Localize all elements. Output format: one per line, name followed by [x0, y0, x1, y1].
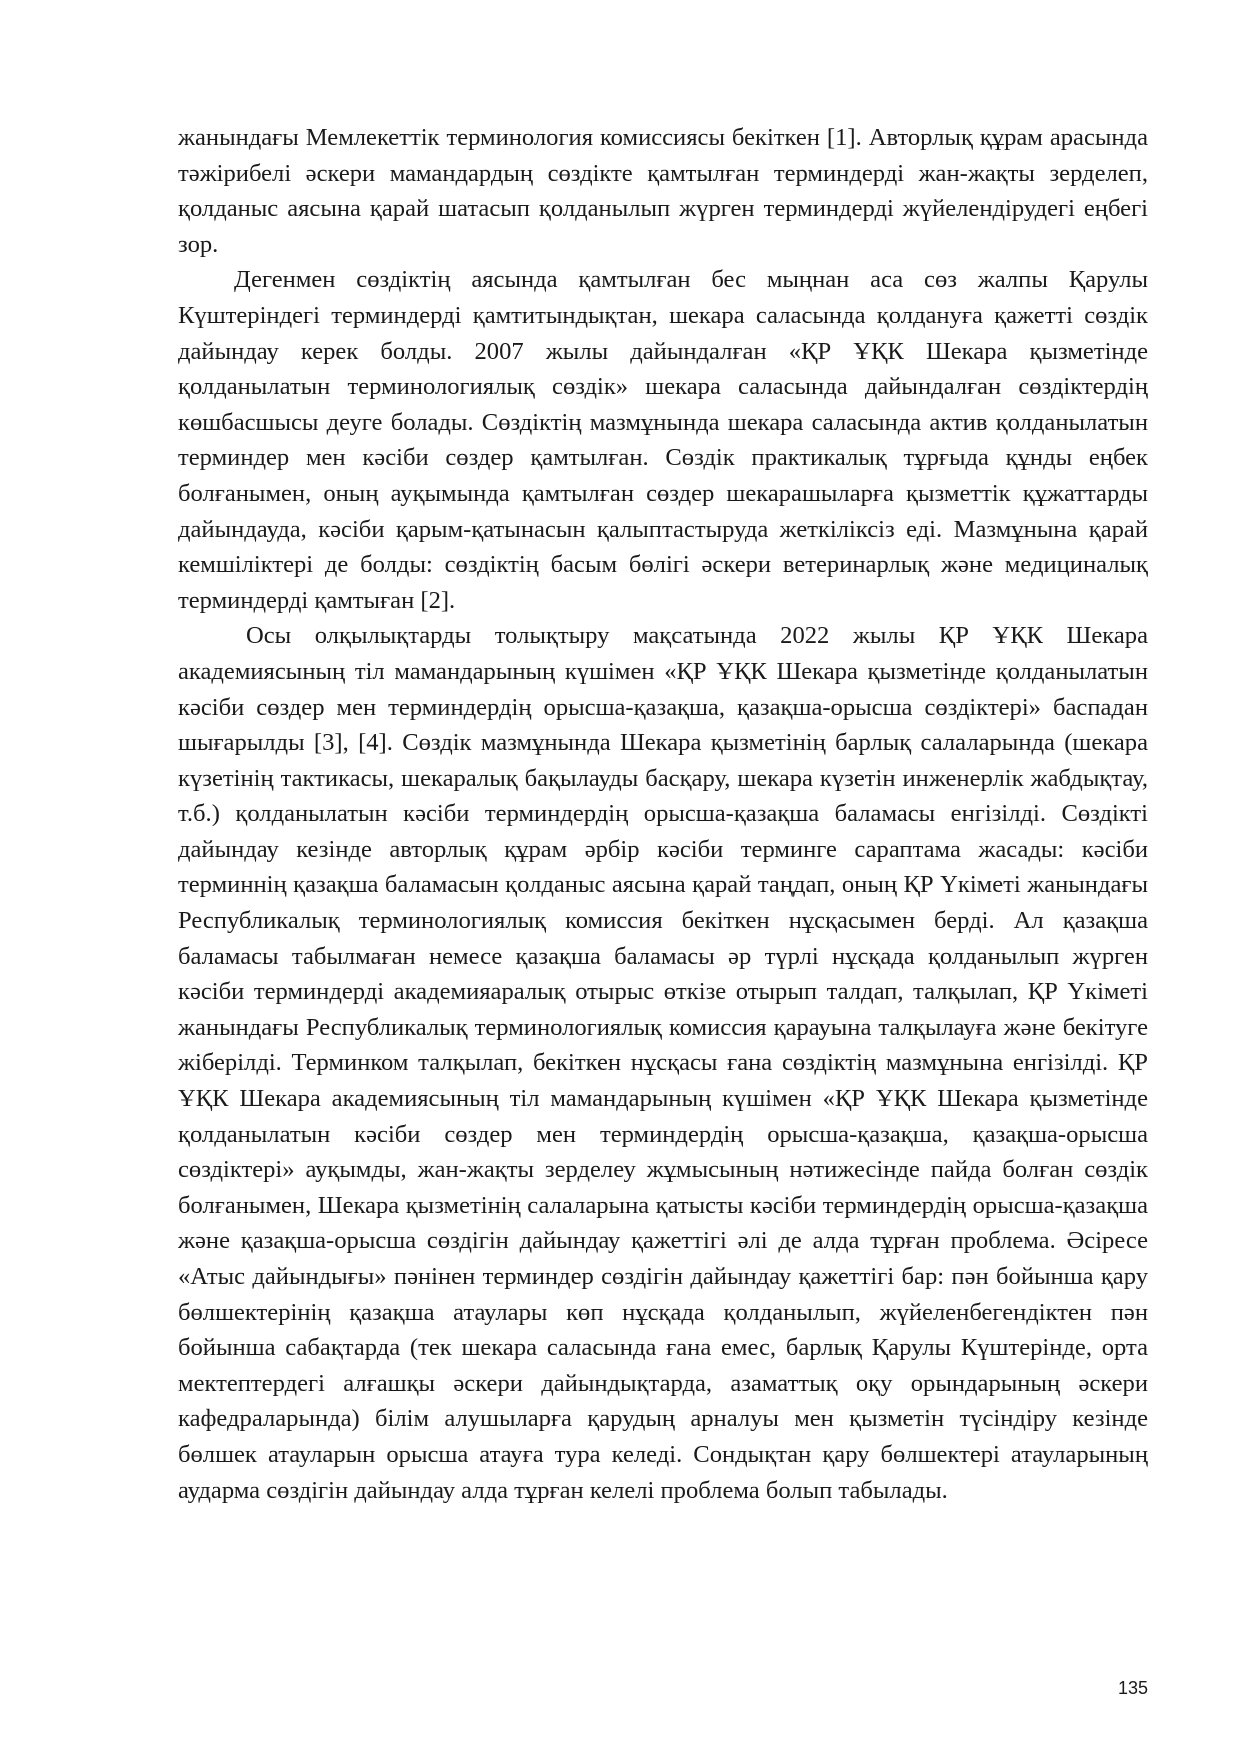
paragraph-2: Дегенмен сөздіктің аясында қамтылған бес мыңнан аса сөз жалпы Қарулы Күштеріндегі терминдерді қамтитындықтан, шекара саласында қолдануға қажетті сөздік дайындау керек болды. 2007 жылы дайындалған «ҚР ҰҚК Шекара қызметінде қолданылатын терминологиялық сөздік» шекара саласында дайындалған сөздіктердің көшбасшысы деуге болады. Сөздіктің мазмұнында шекара саласында актив қолданылатын терминдер мен кәсіби сөздер қамтылған. Сөздік практикалық тұрғыда құнды еңбек болғанымен, оның ауқымында қамтылған сөздер шекарашыларға қызметтік құжаттарды дайындауда, кәсіби қарым-қатынасын қалыптастыруда жеткіліксіз еді. Мазмұнына қарай кемшіліктері де болды: сөздіктің басым бөлігі әскери ветеринарлық және медициналық терминдерді қамтыған [2].	[178, 266, 1148, 614]
body-text	[178, 120, 1148, 1508]
paragraph-3: Осы олқылықтарды толықтыру мақсатында 2022 жылы ҚР ҰҚК Шекара академиясының тіл мамандарының күшімен «ҚР ҰҚК Шекара қызметінде қолданылатын кәсіби сөздер мен терминдердің орысша-қазақша, қазақша-орысша сөздіктері» баспадан шығарылды [3], [4]. Сөздік мазмұнында Шекара қызметінің барлық салаларында (шекара күзетінің тактикасы, шекаралық бақылауды басқару, шекара күзетін инженерлік жабдықтау, т.б.) қолданылатын кәсіби терминдердің орысша-қазақша баламасы енгізілді. Сөздікті дайындау кезінде авторлық құрам әрбір кәсіби терминге сараптама жасады: кәсіби терминнің қазақша баламасын қолданыс аясына қарай таңдап, оның ҚР Үкіметі жанындағы Республикалық терминологиялық комиссия бекіткен нұсқасымен берді. Ал қазақша баламасы табылмаған немесе қазақша баламасы әр түрлі нұсқада қолданылып жүрген кәсіби терминдерді академияаралық отырыс өткізе отырып талдап, талқылап, ҚР Үкіметі жанындағы Республикалық терминологиялық комиссия қарауына талқылауға және бекітуге жіберілді. Терминком талқылап, бекіткен нұсқасы ғана сөздіктің мазмұнына енгізілді. ҚР ҰҚК Шекара академиясының тіл мамандарының күшімен «ҚР ҰҚК Шекара қызметінде қолданылатын кәсіби сөздер мен терминдердің орысша-қазақша, қазақша-орысша сөздіктері» ауқымды, жан-жақты зерделеу жұмысының нәтижесінде пайда болған сөздік болғанымен, Шекара қызметінің салаларына қатысты кәсіби терминдердің орысша-қазақша және қазақша-орысша сөздігін дайындау қажеттігі әлі де алда тұрған проблема. Әсіресе «Атыс дайындығы» пәнінен терминдер сөздігін дайындау қажеттігі бар: пән бойынша қару бөлшектерінің қазақша атаулары көп нұсқада қолданылып, жүйеленбегендіктен пән бойынша сабақтарда (тек шекара саласында ғана емес, барлық Қарулы Күштерінде, орта мектептердегі алғашқы әскери дайындықтарда, азаматтық оқу орындарының әскери кафедраларында) білім алушыларға қарудың арналуы мен қызметін түсіндіру кезінде бөлшек атауларын орысша атауға тура келеді. Сондықтан қару бөлшектері атауларының аударма сөздігін дайындау алда тұрған келелі проблема болып табылады.	[178, 622, 1148, 1504]
page-number: 135	[1117, 1678, 1148, 1698]
paragraph-1: жанындағы Мемлекеттік терминология комиссиясы бекіткен [1]. Авторлық құрам арасында тәжірибелі әскери мамандардың сөздікте қамтылған терминдерді жан-жақты зерделеп, қолданыс аясына қарай шатасып қолданылып жүрген терминдерді жүйелендірудегі еңбегі зор.	[178, 124, 1148, 258]
